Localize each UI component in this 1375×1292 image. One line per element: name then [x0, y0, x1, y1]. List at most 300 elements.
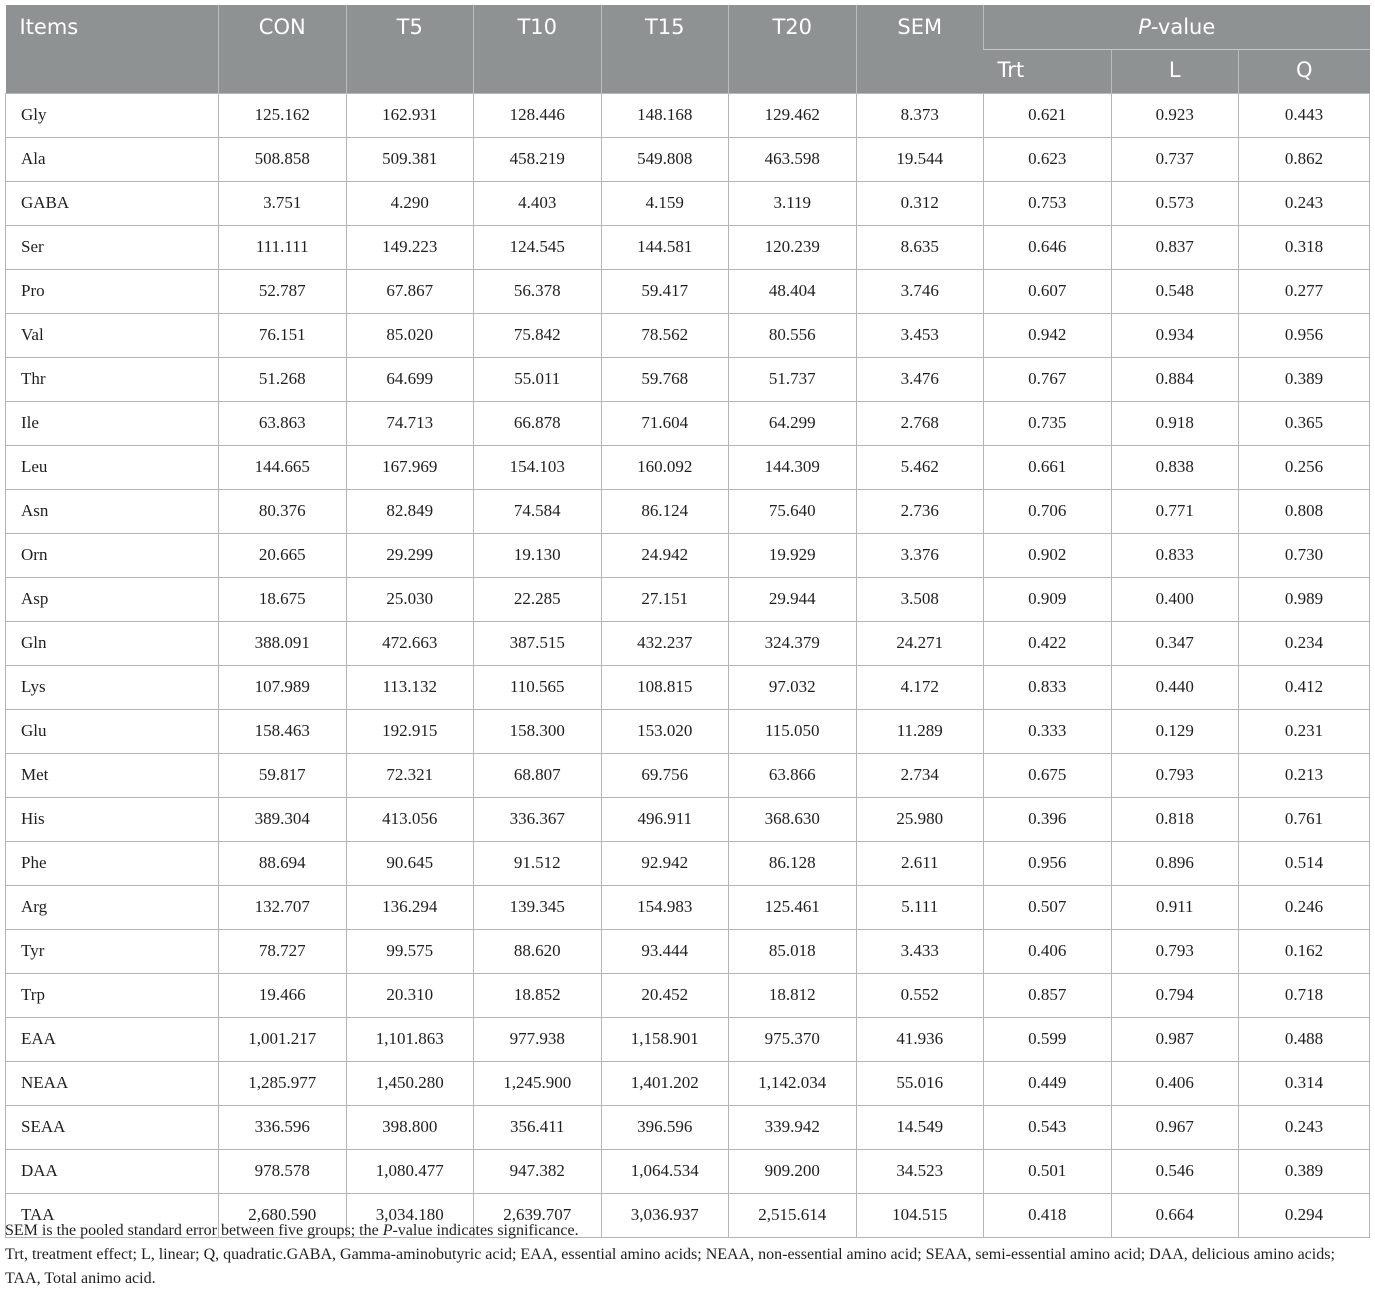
table-cell: 0.488 — [1239, 1017, 1370, 1061]
table-cell: 0.987 — [1111, 1017, 1239, 1061]
row-item-label: SEAA — [6, 1105, 219, 1149]
table-cell: 0.440 — [1111, 665, 1239, 709]
table-row — [6, 577, 1370, 621]
table-cell: 432.237 — [601, 621, 729, 665]
table-cell: 115.050 — [729, 709, 857, 753]
table-cell: 0.753 — [984, 181, 1112, 225]
table-cell: 11.289 — [856, 709, 984, 753]
table-cell: 0.833 — [984, 665, 1112, 709]
table-cell: 149.223 — [346, 225, 474, 269]
table-cell: 72.321 — [346, 753, 474, 797]
table-cell: 59.768 — [601, 357, 729, 401]
table-cell: 398.800 — [346, 1105, 474, 1149]
table-cell: 5.111 — [856, 885, 984, 929]
table-cell: 0.818 — [1111, 797, 1239, 841]
footnote-italic: P — [382, 1222, 393, 1239]
row-item-label: Trp — [6, 973, 219, 1017]
table-cell: 20.452 — [601, 973, 729, 1017]
table-cell: 0.396 — [984, 797, 1112, 841]
table-cell: 108.815 — [601, 665, 729, 709]
table-cell: 336.367 — [474, 797, 602, 841]
table-cell: 2,680.590 — [219, 1193, 347, 1237]
table-cell: 0.909 — [984, 577, 1112, 621]
table-cell: 25.980 — [856, 797, 984, 841]
table-cell: 113.132 — [346, 665, 474, 709]
table-cell: 144.665 — [219, 445, 347, 489]
table-cell: 1,158.901 — [601, 1017, 729, 1061]
table-cell: 975.370 — [729, 1017, 857, 1061]
table-cell: 3,036.937 — [601, 1193, 729, 1237]
table-cell: 977.938 — [474, 1017, 602, 1061]
table-cell: 69.756 — [601, 753, 729, 797]
table-cell: 125.461 — [729, 885, 857, 929]
table-cell: 160.092 — [601, 445, 729, 489]
table-cell: 75.842 — [474, 313, 602, 357]
table-row — [6, 665, 1370, 709]
table-cell: 0.256 — [1239, 445, 1370, 489]
table-cell: 3.433 — [856, 929, 984, 973]
table-cell: 3.751 — [219, 181, 347, 225]
table-cell: 154.103 — [474, 445, 602, 489]
table-cell: 368.630 — [729, 797, 857, 841]
row-item-label: TAA — [6, 1193, 219, 1237]
table-cell: 63.863 — [219, 401, 347, 445]
table-cell: 0.730 — [1239, 533, 1370, 577]
row-item-label: Ala — [6, 137, 219, 181]
table-cell: 463.598 — [729, 137, 857, 181]
row-item-label: GABA — [6, 181, 219, 225]
table-cell: 2.734 — [856, 753, 984, 797]
table-cell: 3.376 — [856, 533, 984, 577]
table-cell: 0.213 — [1239, 753, 1370, 797]
table-row — [6, 709, 1370, 753]
table-cell: 0.277 — [1239, 269, 1370, 313]
row-item-label: Asn — [6, 489, 219, 533]
table-cell: 25.030 — [346, 577, 474, 621]
table-cell: 0.231 — [1239, 709, 1370, 753]
row-item-label: Ser — [6, 225, 219, 269]
table-cell: 0.664 — [1111, 1193, 1239, 1237]
table-cell: 0.422 — [984, 621, 1112, 665]
table-cell: 0.546 — [1111, 1149, 1239, 1193]
table-cell: 0.942 — [984, 313, 1112, 357]
table-header — [6, 5, 1370, 93]
table-cell: 139.345 — [474, 885, 602, 929]
table-cell: 5.462 — [856, 445, 984, 489]
table-cell: 4.159 — [601, 181, 729, 225]
table-cell: 0.443 — [1239, 93, 1370, 137]
table-cell: 29.944 — [729, 577, 857, 621]
table-cell: 0.718 — [1239, 973, 1370, 1017]
table-cell: 0.911 — [1111, 885, 1239, 929]
table-cell: 2,639.707 — [474, 1193, 602, 1237]
table-cell: 0.365 — [1239, 401, 1370, 445]
table-cell: 509.381 — [346, 137, 474, 181]
table-cell: 413.056 — [346, 797, 474, 841]
table-cell: 978.578 — [219, 1149, 347, 1193]
table-cell: 3.476 — [856, 357, 984, 401]
table-cell: 3.508 — [856, 577, 984, 621]
table-cell: 128.446 — [474, 93, 602, 137]
table-cell: 0.918 — [1111, 401, 1239, 445]
table-row — [6, 93, 1370, 137]
table-cell: 0.389 — [1239, 1149, 1370, 1193]
table-cell: 34.523 — [856, 1149, 984, 1193]
table-cell: 1,101.863 — [346, 1017, 474, 1061]
table-cell: 19.130 — [474, 533, 602, 577]
table-row — [6, 797, 1370, 841]
table-cell: 80.556 — [729, 313, 857, 357]
amino-acid-table-container — [5, 5, 1370, 1238]
table-cell: 110.565 — [474, 665, 602, 709]
header-pvalue-sub: Trt — [984, 49, 1112, 93]
table-cell: 104.515 — [856, 1193, 984, 1237]
table-cell: 64.699 — [346, 357, 474, 401]
table-row — [6, 973, 1370, 1017]
table-cell: 144.581 — [601, 225, 729, 269]
table-cell: 88.694 — [219, 841, 347, 885]
table-cell: 90.645 — [346, 841, 474, 885]
table-cell: 0.661 — [984, 445, 1112, 489]
footnote-sem — [5, 1219, 1370, 1243]
table-cell: 71.604 — [601, 401, 729, 445]
table-cell: 0.573 — [1111, 181, 1239, 225]
table-cell: 0.934 — [1111, 313, 1239, 357]
table-cell: 19.466 — [219, 973, 347, 1017]
table-row — [6, 533, 1370, 577]
table-cell: 1,080.477 — [346, 1149, 474, 1193]
table-cell: 136.294 — [346, 885, 474, 929]
table-cell: 48.404 — [729, 269, 857, 313]
table-cell: 0.737 — [1111, 137, 1239, 181]
table-cell: 0.793 — [1111, 929, 1239, 973]
row-item-label: Tyr — [6, 929, 219, 973]
row-item-label: Glu — [6, 709, 219, 753]
row-item-label: Pro — [6, 269, 219, 313]
table-cell: 0.314 — [1239, 1061, 1370, 1105]
table-cell: 0.507 — [984, 885, 1112, 929]
table-cell: 76.151 — [219, 313, 347, 357]
table-cell: 0.706 — [984, 489, 1112, 533]
table-cell: 153.020 — [601, 709, 729, 753]
table-cell: 0.548 — [1111, 269, 1239, 313]
table-cell: 97.032 — [729, 665, 857, 709]
table-cell: 3.453 — [856, 313, 984, 357]
header-pvalue-sub: L — [1111, 49, 1239, 93]
table-cell: 0.312 — [856, 181, 984, 225]
table-cell: 0.607 — [984, 269, 1112, 313]
table-cell: 74.584 — [474, 489, 602, 533]
table-cell: 18.852 — [474, 973, 602, 1017]
table-cell: 388.091 — [219, 621, 347, 665]
table-cell: 18.812 — [729, 973, 857, 1017]
table-cell: 0.129 — [1111, 709, 1239, 753]
table-row — [6, 269, 1370, 313]
table-cell: 339.942 — [729, 1105, 857, 1149]
table-cell: 78.562 — [601, 313, 729, 357]
table-cell: 158.463 — [219, 709, 347, 753]
table-cell: 387.515 — [474, 621, 602, 665]
table-row — [6, 181, 1370, 225]
header-pvalue-rest: -value — [1150, 15, 1216, 39]
footnote-text: -value indicates significance. — [392, 1222, 579, 1239]
table-row — [6, 753, 1370, 797]
table-cell: 107.989 — [219, 665, 347, 709]
table-row — [6, 1017, 1370, 1061]
table-cell: 0.162 — [1239, 929, 1370, 973]
table-cell: 75.640 — [729, 489, 857, 533]
table-cell: 0.246 — [1239, 885, 1370, 929]
table-cell: 0.234 — [1239, 621, 1370, 665]
table-cell: 63.866 — [729, 753, 857, 797]
header-items: Items — [6, 5, 219, 93]
table-cell: 396.596 — [601, 1105, 729, 1149]
table-row — [6, 313, 1370, 357]
table-cell: 0.646 — [984, 225, 1112, 269]
table-cell: 1,245.900 — [474, 1061, 602, 1105]
table-cell: 0.767 — [984, 357, 1112, 401]
footnote-abbreviations: Trt, treatment effect; L, linear; Q, quadratic.GABA, Gamma-aminobutyric acid; EAA, essential amino acids; NEAA, non-essential amino acid; SEAA, semi-essential amino acid; DAA, delicious amino acids; TAA, Total animo acid. — [5, 1246, 1335, 1287]
table-cell: 18.675 — [219, 577, 347, 621]
table-cell: 55.016 — [856, 1061, 984, 1105]
table-cell: 93.444 — [601, 929, 729, 973]
table-cell: 85.018 — [729, 929, 857, 973]
table-cell: 0.333 — [984, 709, 1112, 753]
row-item-label: NEAA — [6, 1061, 219, 1105]
table-cell: 0.412 — [1239, 665, 1370, 709]
table-cell: 0.923 — [1111, 93, 1239, 137]
table-cell: 2.611 — [856, 841, 984, 885]
table-cell: 0.501 — [984, 1149, 1112, 1193]
table-cell: 27.151 — [601, 577, 729, 621]
table-cell: 132.707 — [219, 885, 347, 929]
table-cell: 2,515.614 — [729, 1193, 857, 1237]
table-cell: 0.761 — [1239, 797, 1370, 841]
table-cell: 0.838 — [1111, 445, 1239, 489]
table-cell: 0.400 — [1111, 577, 1239, 621]
table-cell: 0.967 — [1111, 1105, 1239, 1149]
row-item-label: Ile — [6, 401, 219, 445]
table-cell: 88.620 — [474, 929, 602, 973]
table-cell: 0.956 — [984, 841, 1112, 885]
row-item-label: Asp — [6, 577, 219, 621]
table-cell: 0.318 — [1239, 225, 1370, 269]
table-cell: 8.373 — [856, 93, 984, 137]
table-cell: 0.833 — [1111, 533, 1239, 577]
table-cell: 356.411 — [474, 1105, 602, 1149]
header-group: T20 — [729, 5, 857, 93]
table-cell: 0.543 — [984, 1105, 1112, 1149]
table-cell: 14.549 — [856, 1105, 984, 1149]
table-cell: 0.902 — [984, 533, 1112, 577]
table-cell: 91.512 — [474, 841, 602, 885]
table-cell: 167.969 — [346, 445, 474, 489]
header-pvalue-sub: Q — [1239, 49, 1370, 93]
table-cell: 67.867 — [346, 269, 474, 313]
table-cell: 148.168 — [601, 93, 729, 137]
table-row — [6, 401, 1370, 445]
table-cell: 22.285 — [474, 577, 602, 621]
table-cell: 1,285.977 — [219, 1061, 347, 1105]
table-cell: 0.623 — [984, 137, 1112, 181]
row-item-label: Leu — [6, 445, 219, 489]
table-cell: 0.884 — [1111, 357, 1239, 401]
table-cell: 1,064.534 — [601, 1149, 729, 1193]
table-body — [6, 93, 1370, 1237]
table-row — [6, 841, 1370, 885]
header-pvalue — [984, 5, 1370, 49]
table-cell: 51.268 — [219, 357, 347, 401]
table-cell: 0.406 — [1111, 1061, 1239, 1105]
table-cell: 1,401.202 — [601, 1061, 729, 1105]
table-cell: 52.787 — [219, 269, 347, 313]
row-item-label: Orn — [6, 533, 219, 577]
table-cell: 74.713 — [346, 401, 474, 445]
table-cell: 0.449 — [984, 1061, 1112, 1105]
header-group: T10 — [474, 5, 602, 93]
table-cell: 20.665 — [219, 533, 347, 577]
table-cell: 0.956 — [1239, 313, 1370, 357]
table-cell: 0.793 — [1111, 753, 1239, 797]
table-cell: 0.418 — [984, 1193, 1112, 1237]
table-cell: 0.243 — [1239, 181, 1370, 225]
table-cell: 24.942 — [601, 533, 729, 577]
table-cell: 162.931 — [346, 93, 474, 137]
table-cell: 111.111 — [219, 225, 347, 269]
row-item-label: His — [6, 797, 219, 841]
table-row — [6, 885, 1370, 929]
table-row — [6, 137, 1370, 181]
table-cell: 8.635 — [856, 225, 984, 269]
header-pvalue-italic: P — [1138, 15, 1151, 39]
table-cell: 78.727 — [219, 929, 347, 973]
table-cell: 85.020 — [346, 313, 474, 357]
table-cell: 0.243 — [1239, 1105, 1370, 1149]
table-cell: 496.911 — [601, 797, 729, 841]
table-cell: 41.936 — [856, 1017, 984, 1061]
table-row — [6, 489, 1370, 533]
table-cell: 192.915 — [346, 709, 474, 753]
table-cell: 0.389 — [1239, 357, 1370, 401]
table-row — [6, 357, 1370, 401]
table-cell: 29.299 — [346, 533, 474, 577]
table-row — [6, 445, 1370, 489]
amino-acid-table — [5, 5, 1370, 1238]
table-cell: 56.378 — [474, 269, 602, 313]
table-cell: 0.862 — [1239, 137, 1370, 181]
table-cell: 0.406 — [984, 929, 1112, 973]
table-cell: 389.304 — [219, 797, 347, 841]
table-cell: 508.858 — [219, 137, 347, 181]
table-cell: 66.878 — [474, 401, 602, 445]
row-item-label: Gly — [6, 93, 219, 137]
table-cell: 0.294 — [1239, 1193, 1370, 1237]
table-row — [6, 225, 1370, 269]
row-item-label: Gln — [6, 621, 219, 665]
table-cell: 68.807 — [474, 753, 602, 797]
table-cell: 2.768 — [856, 401, 984, 445]
table-cell: 472.663 — [346, 621, 474, 665]
table-cell: 59.817 — [219, 753, 347, 797]
table-cell: 64.299 — [729, 401, 857, 445]
table-cell: 0.735 — [984, 401, 1112, 445]
table-cell: 0.621 — [984, 93, 1112, 137]
table-row — [6, 1105, 1370, 1149]
table-cell: 1,450.280 — [346, 1061, 474, 1105]
table-cell: 458.219 — [474, 137, 602, 181]
table-cell: 92.942 — [601, 841, 729, 885]
table-cell: 51.737 — [729, 357, 857, 401]
table-row — [6, 1061, 1370, 1105]
table-cell: 19.929 — [729, 533, 857, 577]
table-cell: 0.347 — [1111, 621, 1239, 665]
table-cell: 158.300 — [474, 709, 602, 753]
table-cell: 947.382 — [474, 1149, 602, 1193]
table-row — [6, 1149, 1370, 1193]
table-cell: 19.544 — [856, 137, 984, 181]
table-cell: 3.746 — [856, 269, 984, 313]
table-cell: 0.837 — [1111, 225, 1239, 269]
table-cell: 129.462 — [729, 93, 857, 137]
header-group: T5 — [346, 5, 474, 93]
table-cell: 4.290 — [346, 181, 474, 225]
table-cell: 0.896 — [1111, 841, 1239, 885]
table-cell: 86.124 — [601, 489, 729, 533]
header-sem: SEM — [856, 5, 984, 93]
table-cell: 3,034.180 — [346, 1193, 474, 1237]
table-cell: 4.172 — [856, 665, 984, 709]
table-cell: 0.599 — [984, 1017, 1112, 1061]
table-cell: 324.379 — [729, 621, 857, 665]
table-cell: 125.162 — [219, 93, 347, 137]
table-cell: 0.552 — [856, 973, 984, 1017]
table-cell: 24.271 — [856, 621, 984, 665]
row-item-label: DAA — [6, 1149, 219, 1193]
table-cell: 0.857 — [984, 973, 1112, 1017]
table-cell: 0.771 — [1111, 489, 1239, 533]
table-cell: 549.808 — [601, 137, 729, 181]
row-item-label: Arg — [6, 885, 219, 929]
table-cell: 336.596 — [219, 1105, 347, 1149]
table-cell: 20.310 — [346, 973, 474, 1017]
row-item-label: Thr — [6, 357, 219, 401]
row-item-label: Val — [6, 313, 219, 357]
table-cell: 4.403 — [474, 181, 602, 225]
table-cell: 120.239 — [729, 225, 857, 269]
table-cell: 0.989 — [1239, 577, 1370, 621]
table-row — [6, 929, 1370, 973]
row-item-label: Met — [6, 753, 219, 797]
table-cell: 80.376 — [219, 489, 347, 533]
table-footnotes — [5, 1219, 1370, 1291]
table-cell: 2.736 — [856, 489, 984, 533]
header-group: T15 — [601, 5, 729, 93]
table-row — [6, 621, 1370, 665]
table-cell: 0.794 — [1111, 973, 1239, 1017]
table-cell: 0.808 — [1239, 489, 1370, 533]
table-cell: 154.983 — [601, 885, 729, 929]
table-cell: 59.417 — [601, 269, 729, 313]
table-cell: 909.200 — [729, 1149, 857, 1193]
footnote-text: SEM is the pooled standard error between five groups; the — [5, 1222, 383, 1239]
row-item-label: EAA — [6, 1017, 219, 1061]
table-cell: 82.849 — [346, 489, 474, 533]
table-cell: 1,142.034 — [729, 1061, 857, 1105]
table-cell: 124.545 — [474, 225, 602, 269]
row-item-label: Phe — [6, 841, 219, 885]
table-cell: 99.575 — [346, 929, 474, 973]
table-cell: 86.128 — [729, 841, 857, 885]
